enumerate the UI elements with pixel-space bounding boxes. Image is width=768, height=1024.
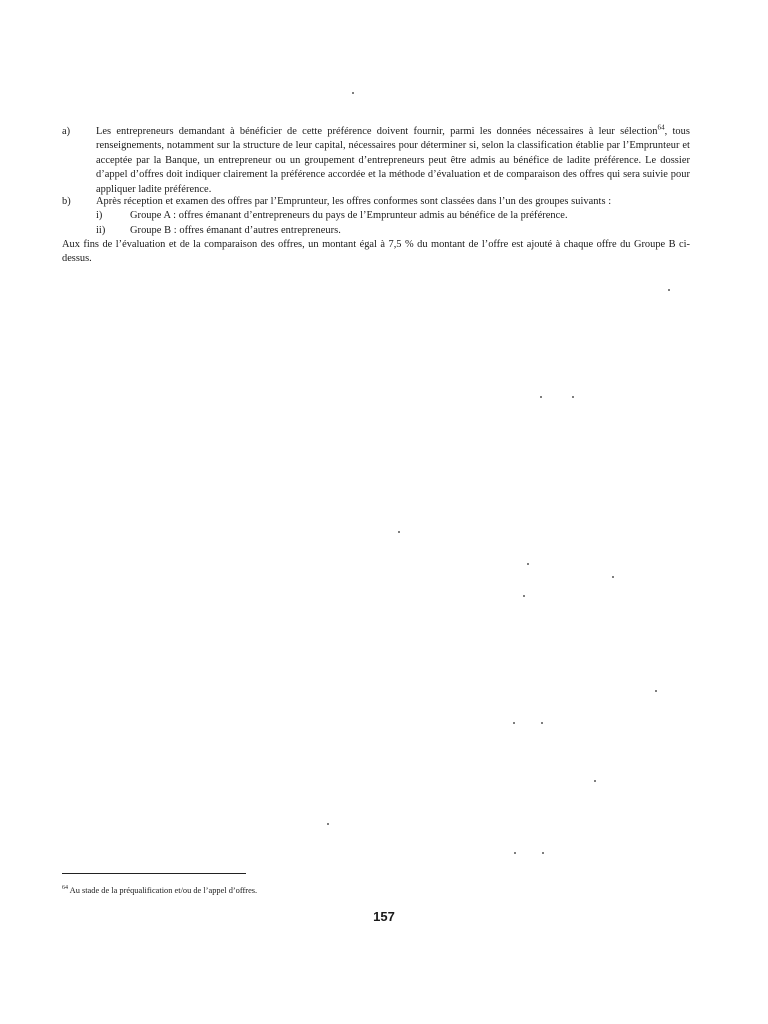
page-number: 157 — [373, 909, 395, 924]
list-item-a-text — [96, 125, 690, 197]
scan-speck — [541, 722, 543, 724]
scan-speck — [655, 690, 657, 692]
scan-speck — [513, 722, 515, 724]
list-item-b — [62, 195, 690, 238]
scan-speck — [572, 396, 574, 398]
list-item-b-intro: Après réception et examen des offres par l’Emprunteur, les offres conformes sont classées dans l’un des groupes suivants : — [96, 196, 612, 207]
scan-speck — [540, 396, 542, 398]
scan-speck — [668, 289, 670, 291]
list-marker-b: b) — [62, 196, 71, 207]
footnote-divider — [62, 873, 246, 874]
scan-speck — [612, 576, 614, 578]
list-item-a — [62, 125, 690, 197]
list-marker-a: a) — [62, 126, 71, 137]
scan-speck — [398, 531, 400, 533]
scan-speck — [327, 823, 329, 825]
footnote-number: 64 — [62, 885, 68, 892]
scan-speck — [527, 563, 529, 565]
sublist-text-group-a: Groupe A : offres émanant d’entrepreneurs du pays de l’Emprunteur admis au bénéfice de la préférence. — [130, 210, 568, 222]
sublist-marker-ii: ii) — [96, 224, 106, 236]
list-item-b-text — [96, 195, 690, 238]
footnote-reference: 64 — [657, 123, 665, 132]
list-item-a-text-start: Les entrepreneurs demandant à bénéficier de cette préférence doivent fournir, parmi les données nécessaires à leur sélection — [96, 126, 658, 137]
evaluation-paragraph: Aux fins de l’évaluation et de la comparaison des offres, un montant égal à 7,5 % du montant de l’offre est ajouté à chaque offre du Groupe B ci-dessus. — [62, 239, 690, 265]
scan-speck — [523, 595, 525, 597]
list-item-a-text-end: , tous renseignements, notamment sur la structure de leur capital, nécessaires pour déterminer si, selon la classification établie par l’Emprunteur et acceptée par la Banque, un entrepreneur ou un groupement d’entrepreneurs peut être admis au bénéfice de ladite préférence. Le dossier d’appel d’offres doit indiquer clairement la préférence accordée et la méthode d’évaluation et de comparaison des offres qui sera suivie pour appliquer ladite préférence. — [96, 126, 690, 195]
sublist-item-group-a — [96, 209, 690, 223]
footnote-text: Au stade de la préqualification et/ou de l’appel d’offres. — [69, 886, 258, 895]
footnote — [62, 885, 257, 896]
scan-speck — [542, 852, 544, 854]
sublist-marker-i: i) — [96, 210, 103, 222]
scan-speck — [514, 852, 516, 854]
sublist-item-group-b — [96, 224, 690, 238]
sublist-text-group-b: Groupe B : offres émanant d’autres entrepreneurs. — [130, 224, 341, 236]
group-sublist — [96, 209, 690, 237]
scan-speck — [352, 92, 354, 94]
scan-speck — [594, 780, 596, 782]
